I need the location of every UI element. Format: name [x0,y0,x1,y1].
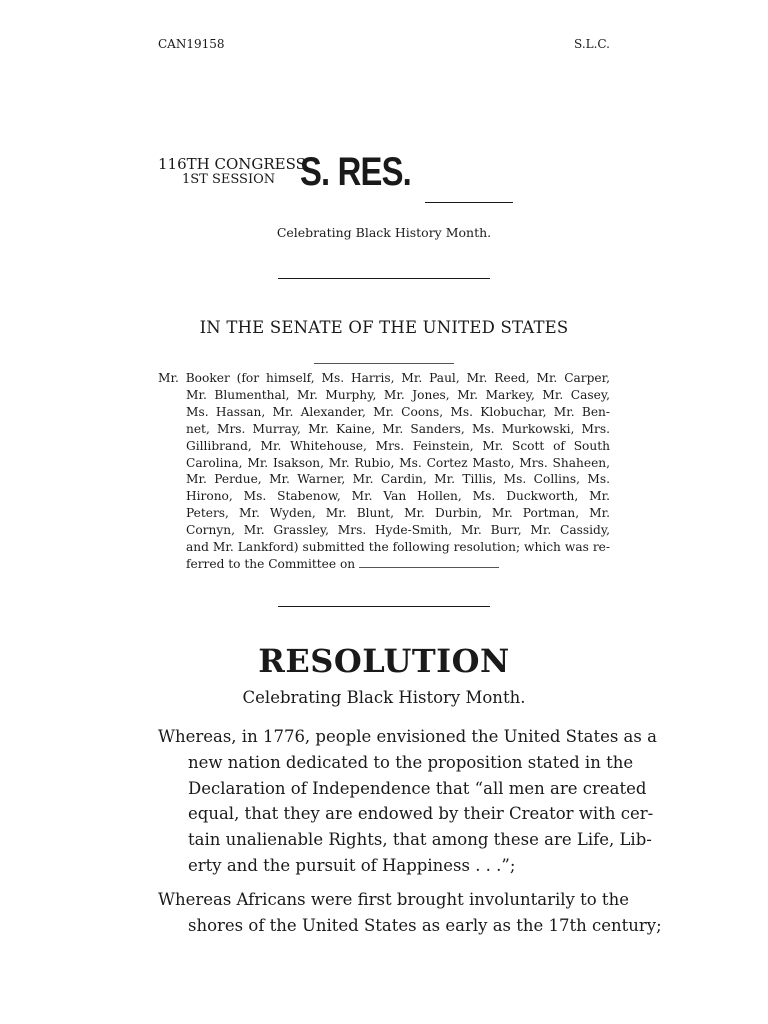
whereas-clause-2 [158,887,662,939]
session-label: 1ST SESSION [182,172,276,187]
whereas-line: erty and the pursuit of Happiness . . .”; [188,855,516,875]
sponsors-line: Carolina, Mr. Isakson, Mr. Rubio, Ms. Cortez Masto, Mrs. Shaheen, [186,455,610,470]
divider-thin [314,363,454,364]
sponsors-line: Hirono, Ms. Stabenow, Mr. Van Hollen, Ms. Duckworth, Mr. [186,489,610,504]
sponsors-block [158,370,610,573]
sponsors-line-committee [158,556,610,573]
resolution-title: RESOLUTION [258,642,510,680]
whereas-line: new nation dedicated to the proposition stated in the [188,752,634,772]
sponsors-line: Cornyn, Mr. Grassley, Mrs. Hyde-Smith, Mr. Burr, Mr. Cassidy, [186,523,610,538]
committee-blank [359,557,499,568]
whereas-line: equal, that they are endowed by their Creator with cer- [188,804,654,824]
sponsors-line: Gillibrand, Mr. Whitehouse, Mrs. Feinstein, Mr. Scott of South [186,438,610,453]
whereas-line: Whereas Africans were first brought involuntarily to the [158,890,629,909]
senate-heading: IN THE SENATE OF THE UNITED STATES [199,318,569,337]
divider-top [278,278,490,279]
resolution-subtitle: Celebrating Black History Month. [242,688,526,707]
sponsors-line: Mr. Perdue, Mr. Warner, Mr. Cardin, Mr. Tillis, Ms. Collins, Ms. [186,472,610,487]
bill-type: S. RES. [300,150,411,194]
divider-bottom [278,606,490,607]
whereas-clause-1 [158,724,657,879]
sponsors-line: Peters, Mr. Wyden, Mr. Blunt, Mr. Durbin, Mr. Portman, Mr. [186,506,610,521]
sponsors-line: and Mr. Lankford) submitted the following resolution; which was re- [186,540,610,555]
congress-label: 116TH CONGRESS [158,155,306,173]
sponsors-line: Mr. Blumenthal, Mr. Murphy, Mr. Jones, Mr. Markey, Mr. Casey, [186,387,610,402]
short-title: Celebrating Black History Month. [276,225,492,240]
whereas-line: Declaration of Independence that “all men are created [188,778,647,798]
sponsors-line: Ms. Hassan, Mr. Alexander, Mr. Coons, Ms. Klobuchar, Mr. Ben- [186,404,610,419]
committee-text: ferred to the Committee on [186,556,356,571]
whereas-line: shores of the United States as early as the 17th century; [188,915,662,935]
whereas-line: tain unalienable Rights, that among these are Life, Lib- [188,830,652,850]
sponsors-line: net, Mrs. Murray, Mr. Kaine, Mr. Sanders, Ms. Murkowski, Mrs. [186,421,610,436]
bill-number-blank [425,202,513,203]
slc-label: S.L.C. [574,37,610,51]
sponsors-line: Mr. Booker (for himself, Ms. Harris, Mr. Paul, Mr. Reed, Mr. Carper, [158,371,610,385]
whereas-line: Whereas, in 1776, people envisioned the United States as a [158,727,657,746]
document-id: CAN19158 [158,37,225,51]
